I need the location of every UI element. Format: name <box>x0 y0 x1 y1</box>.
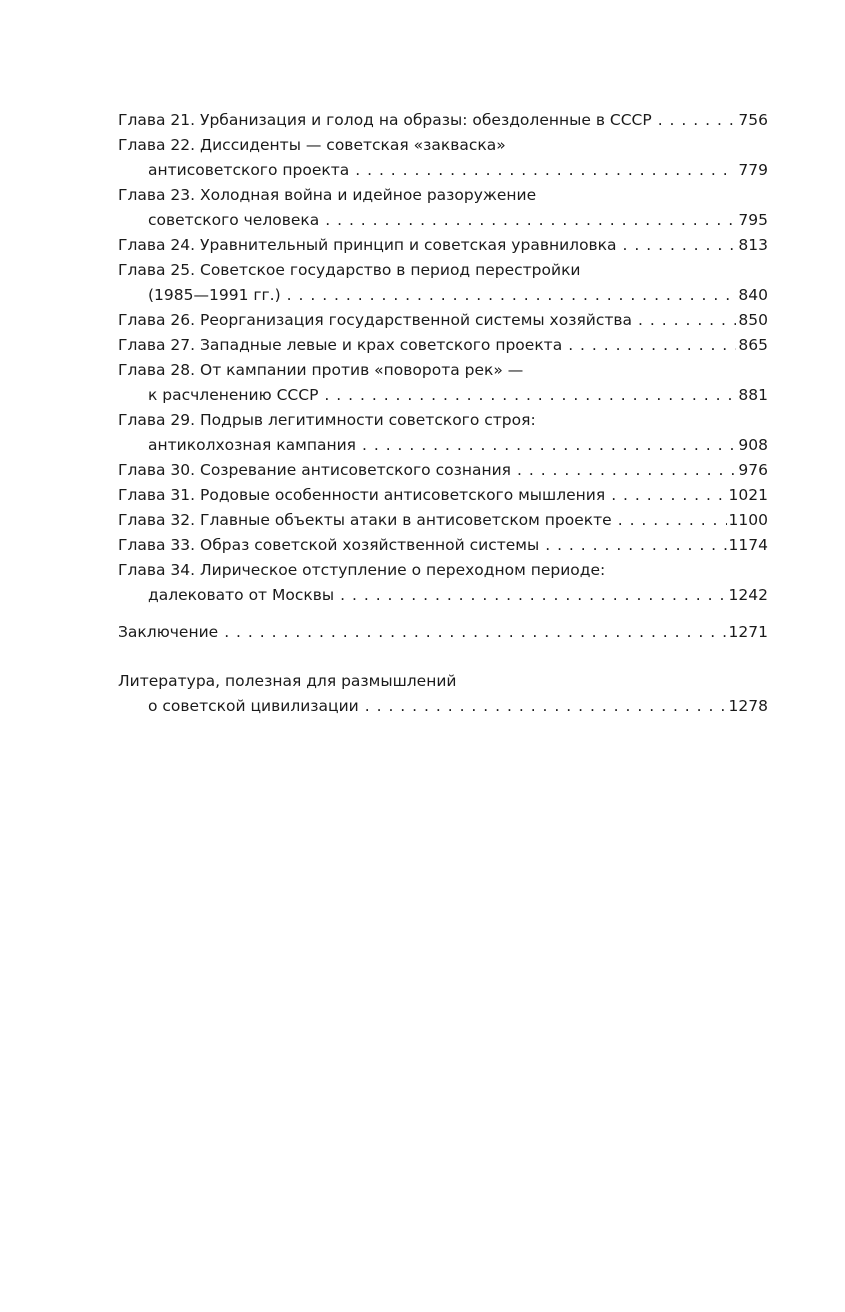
toc-entry-title: Глава 22. Диссиденты — советская «закваска» <box>118 136 506 154</box>
toc-page-number: 1021 <box>728 486 768 504</box>
toc-entry-chapter-30 <box>118 458 768 483</box>
dot-leader <box>632 308 736 333</box>
dot-leader <box>319 208 736 233</box>
toc-page-number: 908 <box>738 436 768 454</box>
toc-entry-title: Заключение <box>118 623 219 641</box>
dot-leader <box>359 694 727 719</box>
toc-entry-title-continuation: советского человека <box>148 211 320 229</box>
toc-entry-chapter-27 <box>118 333 768 358</box>
toc-entry-title: Глава 21. Урбанизация и голод на образы: обездоленные в СССР <box>118 111 652 129</box>
toc-entry-title: Глава 28. От кампании против «поворота рек» — <box>118 361 524 379</box>
dot-leader <box>281 283 737 308</box>
dot-leader <box>652 108 737 133</box>
dot-leader <box>511 458 736 483</box>
toc-entry-chapter-31 <box>118 483 768 508</box>
toc-entry-title: Глава 34. Лирическое отступление о переходном периоде: <box>118 561 606 579</box>
toc-page-number: 1242 <box>728 586 768 604</box>
toc-page-number: 756 <box>738 111 768 129</box>
toc-entry-title-continuation: о советской цивилизации <box>148 697 359 715</box>
toc-page-number: 976 <box>738 461 768 479</box>
dot-leader <box>334 583 726 608</box>
dot-leader <box>605 483 726 508</box>
toc-entry-chapter-26 <box>118 308 768 333</box>
toc-entry-title: Литература, полезная для размышлений <box>118 672 457 690</box>
toc-entry-title-continuation: антисоветского проекта <box>148 161 350 179</box>
toc-entry-title: Глава 25. Советское государство в период перестройки <box>118 261 581 279</box>
toc-page-number: 865 <box>738 336 768 354</box>
toc-entry-chapter-21 <box>118 108 768 133</box>
toc-entry-title-continuation: далековато от Москвы <box>148 586 335 604</box>
toc-entry-title: Глава 29. Подрыв легитимности советского строя: <box>118 411 536 429</box>
toc-entry-title: Глава 24. Уравнительный принцип и советская уравниловка <box>118 236 617 254</box>
toc-page-number: 881 <box>738 386 768 404</box>
toc-page-number: 1271 <box>728 623 768 641</box>
toc-page-number: 1174 <box>728 536 768 554</box>
dot-leader <box>612 508 727 533</box>
dot-leader <box>562 333 736 358</box>
toc-entry-title: Глава 26. Реорганизация государственной системы хозяйства <box>118 311 633 329</box>
toc-entry-title: Глава 23. Холодная война и идейное разоружение <box>118 186 537 204</box>
toc-entry-title: Глава 33. Образ советской хозяйственной системы <box>118 536 540 554</box>
toc-entry-conclusion <box>118 620 768 645</box>
toc-entry-chapter-24 <box>118 233 768 258</box>
toc-entry-title: Глава 31. Родовые особенности антисоветского мышления <box>118 486 606 504</box>
toc-entry-chapter-23 <box>118 183 768 233</box>
toc-page-number: 1278 <box>728 697 768 715</box>
table-of-contents <box>118 108 768 719</box>
toc-entry-chapter-33 <box>118 533 768 558</box>
dot-leader <box>318 383 736 408</box>
toc-page-number: 795 <box>738 211 768 229</box>
dot-leader <box>539 533 726 558</box>
dot-leader <box>218 620 726 645</box>
toc-entry-chapter-25 <box>118 258 768 308</box>
toc-page-number: 813 <box>738 236 768 254</box>
toc-entry-chapter-34 <box>118 558 768 608</box>
toc-page-number: 840 <box>738 286 768 304</box>
dot-leader <box>617 233 737 258</box>
dot-leader <box>349 158 736 183</box>
toc-entry-title-continuation: антиколхозная кампания <box>148 436 356 454</box>
toc-entry-literature <box>118 669 768 719</box>
toc-entry-title: Глава 32. Главные объекты атаки в антисоветском проекте <box>118 511 612 529</box>
toc-entry-title-continuation: (1985—1991 гг.) <box>148 286 281 304</box>
toc-page-number: 850 <box>738 311 768 329</box>
toc-entry-chapter-28 <box>118 358 768 408</box>
dot-leader <box>356 433 736 458</box>
toc-entry-title: Глава 27. Западные левые и крах советского проекта <box>118 336 563 354</box>
toc-entry-chapter-22 <box>118 133 768 183</box>
toc-entry-chapter-32 <box>118 508 768 533</box>
toc-entry-title: Глава 30. Созревание антисоветского сознания <box>118 461 511 479</box>
toc-entry-title-continuation: к расчленению СССР <box>148 386 319 404</box>
toc-page-number: 779 <box>738 161 768 179</box>
toc-entry-chapter-29 <box>118 408 768 458</box>
toc-page-number: 1100 <box>728 511 768 529</box>
